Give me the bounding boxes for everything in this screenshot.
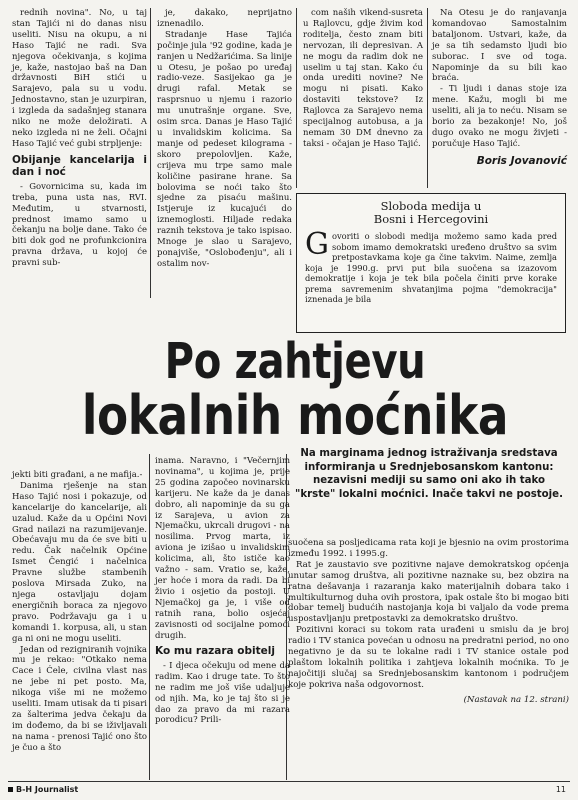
column-rule [296, 8, 297, 188]
article-column-5 [12, 470, 147, 754]
box-title [305, 200, 557, 226]
body-paragraph: - Govornicima su, kada im treba, puna usta nas, RVI. Međutim, u stvarnosti, prednost imamo samo u čekanju na bolje dane. Tako će biti dok god ne profunkcionira pravna država, u kojoj će pravni sub- [12, 181, 147, 269]
body-paragraph: Na Otesu je do ranjavanja komandovao Samostalnim bataljonom. Ustvari, kaže, da je sa tih sedamsto ljudi bio suborac. I sve od toga. Napominje da su bili kao braća. [432, 8, 567, 84]
box-body-text: ovoriti o slobodi medija možemo samo kada pred sobom imamo demokratski uređeno društvo sa svim pretpostavkama koje ga čine takvim. Naime, zemlja koja je 1990.g. prvi put bila suočena sa izazovom demokratije i koja je tek bila počela činiti prve korake prema savremenim shvatanjima pojma "demokracija" iznenada je bila [305, 231, 557, 304]
body-paragraph: inama. Naravno, i "Večernjim novinama", u kojima je, prije 25 godina započeo novinarsku karijeru. Ne kaže da je danas dobro, ali napominje da su ga iz Sarajeva, u avion za Njemačku, ukrcali drugovi - na nosilima. Prvog marta, iz aviona je izišao u invalidskim kolicima, ali, što ističe kao važno - sam. Vratio se, kaže, jer hoće i mora da radi. Da bi živio i osjetio da postoji. U Njemačkoj ga je, i više od ratnih rana, bolio osjećaj zavisnosti od socijalne pomoći drugih. [155, 456, 290, 641]
column-rule [150, 8, 151, 298]
box-title-line: Bosni i Hercegovini [373, 212, 489, 226]
body-paragraph: Jedan od rezigniranih vojnika mu je rekao: "Otkako nema Cace i Ćele, civilna vlast nas ne jebe ni pet posto. Ma, nikoga više mi ne možemo useliti. Imam utisak da ti pisari za šalterima jedva čekaju da im dođemo, da bi se iživljavali na nama - prenosi Tajić ono što je čuo a što [12, 644, 147, 753]
article-column-2 [157, 8, 292, 270]
body-paragraph: - Ti ljudi i danas stoje iza mene. Kažu, mogli bi me useliti, ali ja to neću. Nisam se borio za bezakonje! No, još dugo ovako ne mogu živjeti - poručuje Haso Tajić. [432, 84, 567, 149]
body-paragraph: jekti biti građani, a ne mafija.- [12, 470, 143, 480]
subheading: Obijanje kancelarija i dan i noć [12, 153, 147, 179]
article-column-1 [12, 8, 147, 269]
continued-note: (Nastavak na 12. strani) [463, 694, 569, 705]
column-rule [427, 8, 428, 188]
headline-line: Po zahtjevu [164, 333, 426, 390]
page-number: 11 [555, 785, 566, 794]
sidebar-box [296, 193, 566, 333]
body-paragraph: suočena sa posljedicama rata koji je bjesnio na ovim prostorima između 1992. i 1995.g. [288, 538, 569, 559]
body-paragraph: Rat je zaustavio sve pozitivne najave demokratskog općenja unutar samog društva, ali pozitivne naznake su, bez obzira na ratna dešavanja i razaranja kako materijalnih dobara tako i multikulturnog duha ovih prostora, ipak ostale što bi mogao biti dobar temelj budućih nastojanja koja bi valjalo da vode prema uspostavljanju pretpostavki za demokratsko društvo. [288, 559, 569, 625]
body-paragraph: je, dakako, neprijatno iznenadilo. [157, 8, 292, 29]
box-body [305, 227, 557, 305]
body-paragraph: rednih novina". No, u taj stan Tajići ni do danas nisu useliti. Nisu na okupu, a ni Haso Tajić ne radi. Sva njegova očekivanja, s kojima je, kaže, nastojao baš na Dan državnosti BiH stići u Sarajevo, pala su u vodu. Jednostavno, stan je uzurpiran, i izgleda da sadašnjeg stanara niko ne može deložirati. A neko izgleda ni ne želi. Očajni Haso Tajić već gubi strpljenje: [12, 8, 147, 149]
body-paragraph: Stradanje Hase Tajića počinje jula '92 godine, kada je ranjen u Nedžarićima. Sa linije u Otesu, je pošao po uređaj radio-veze. Sasijekao ga je drugi rafal. Metak se rasprsnuo u njemu i razorio mu unutrašnje organe. Sve, osim srca. Danas je Haso Tajić u invalidskim kolicima. Sa manje od pedeset kilograma - skoro prepolovljen. Kaže, crijeva mu trpe samo male količine pasirane hrane. Sa bolovima se noći tako što sjedne za pisaću mašinu. Istjeruje iz kucajući do iznemoglosti. Hiljade redaka raznih tekstova je tako ispisao. Mnoge je slao u Sarajevo, ponajviše, "Oslobođenju", ali i ostalim nov- [157, 29, 292, 269]
column-rule [149, 454, 150, 780]
box-title-line: Sloboda medija u [380, 199, 482, 213]
body-paragraph: Pozitivni koraci su tokom rata urađeni u smislu da je broj radio i TV stanica povećan u odnosu na predratni period, no ono negativno je da su te lokalne radi i TV stanice ostale pod plaštom lokalnih politika i zahtjeva lokalnih moćnika. To je najočitiji slučaj sa Srednjebosanskim kantonom i područjem koje pokriva naša odgovornost. [288, 625, 569, 690]
article-column-7 [288, 538, 569, 706]
body-paragraph: - I djeca očekuju od mene da radim. Kao i druge tate. To što ne radim me još više udaljuje od njih. Ma, ko je taj što si je dao za pravo da mi razara porodicu? Prili- [155, 660, 290, 726]
article-column-6 [155, 456, 290, 726]
standfirst: Na marginama jednog istraživanja sredstava informiranja u Srednjebosanskom kantonu: nezavisni mediji su samo oni ako ih tako "krste" lokalni moćnici. Inače takvi ne postoje. [295, 448, 563, 500]
headline [25, 333, 565, 447]
body-paragraph: com naših vikend-susreta u Rajlovcu, gdje živim kod roditelja, često znam biti nervozan, ili depresivan. A ne mogu da radim dok ne uselim u taj stan. Kako ću onda urediti novine? Ne mogu ni pisati. Kako dostaviti tekstove? Iz Rajlovca za Sarajevo nema specijalnog autobusa, a ja nemam 30 DM dnevno za taksi - očajan je Haso Tajić. [303, 8, 423, 149]
body-paragraph: Danima rješenje na stan Haso Tajić nosi i pokazuje, od kancelarije do kancelarije, ali uzalud. Kaže da u Općini Novi Grad nailazi na razumijevanje. Obećavaju mu da će sve biti u redu. Čak načelnik Općine Ismet Čengić i načelnica Pravne službe stambenih poslova Mirsada Zuko, na njega ostavljaju dojam energičnih boraca za njegovo pravo. Podržavaju ga i u komandi 1. korpusa, ali, u stan ga ni oni ne mogu useliti. [12, 480, 147, 644]
subheading: Ko mu razara obitelj [155, 645, 275, 658]
article-column-3 [303, 8, 423, 150]
footer-square-icon [8, 787, 13, 792]
page-footer [8, 781, 570, 795]
headline-line: lokalnih moćnika [81, 384, 509, 447]
publication-name: B-H Journalist [16, 785, 79, 794]
author-signature: Boris Jovanović [476, 154, 567, 167]
drop-cap: G [305, 227, 329, 262]
article-column-4 [432, 8, 567, 167]
